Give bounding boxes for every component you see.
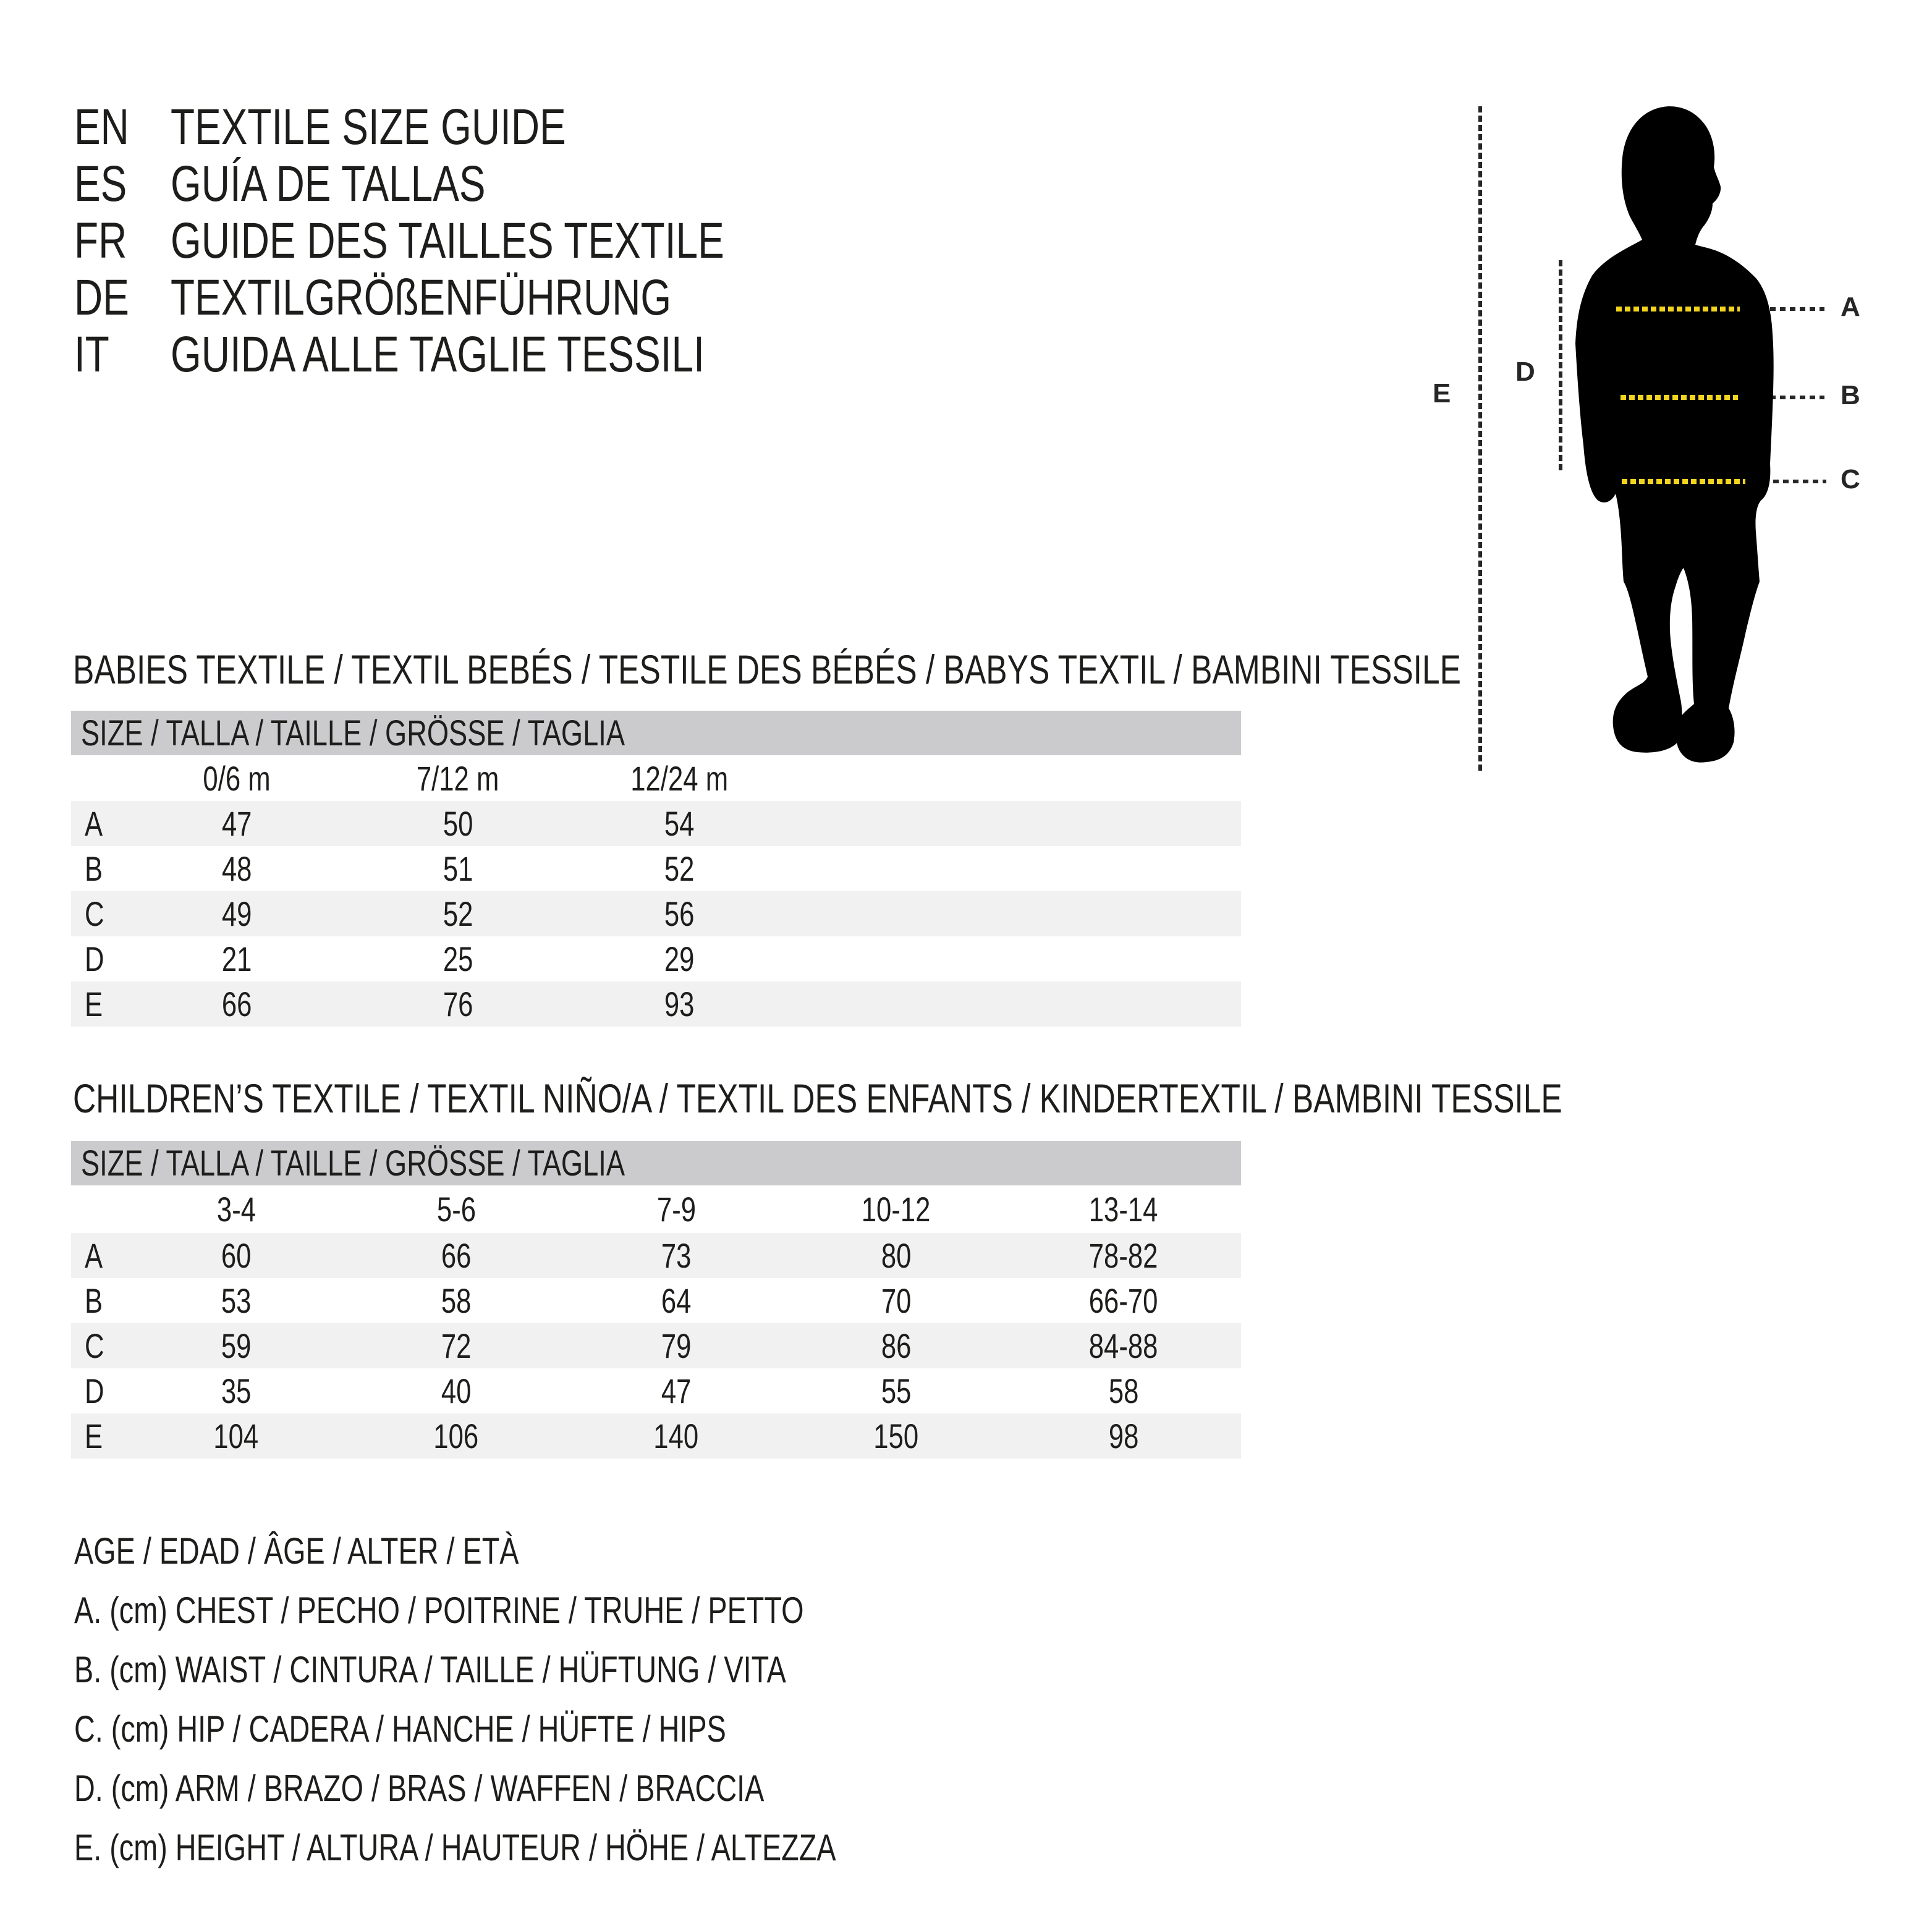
children-cell: 73: [661, 1236, 692, 1275]
babies-cell: 21: [221, 939, 252, 978]
language-title: TEXTILE SIZE GUIDE: [171, 99, 566, 155]
children-cell: 35: [221, 1371, 252, 1410]
legend-text: B. (cm) WAIST / CINTURA / TAILLE / HÜFTUNG / VITA: [74, 1649, 786, 1690]
legend-row-1: [74, 1581, 1051, 1640]
children-row-label: A: [85, 1236, 103, 1275]
babies-table-row-A: [71, 801, 1241, 846]
babies-column-header-row: [71, 755, 790, 801]
children-cell: 58: [441, 1281, 472, 1320]
children-column-header: 7-9: [656, 1190, 696, 1229]
language-code: IT: [74, 326, 109, 383]
children-cell: 84-88: [1089, 1326, 1158, 1365]
children-cell: 80: [881, 1236, 912, 1275]
legend-text: D. (cm) ARM / BRAZO / BRAS / WAFFEN / BRACCIA: [74, 1768, 765, 1809]
children-cell: 86: [881, 1326, 912, 1365]
legend-text: A. (cm) CHEST / PECHO / POITRINE / TRUHE / PETTO: [74, 1590, 804, 1631]
children-cell: 59: [221, 1326, 252, 1365]
babies-cell: 25: [443, 939, 473, 978]
babies-cell: 66: [221, 985, 252, 1023]
children-row-label: B: [85, 1281, 103, 1320]
language-title: GUÍA DE TALLAS: [171, 156, 486, 212]
babies-cell: 29: [664, 939, 695, 978]
children-cell: 106: [433, 1417, 479, 1455]
children-cell: 98: [1108, 1417, 1139, 1455]
children-cell: 72: [441, 1326, 472, 1365]
babies-table-row-B: [71, 846, 1241, 891]
language-title: GUIDA ALLE TAGLIE TESSILI: [171, 326, 705, 383]
babies-cell: 50: [443, 804, 473, 843]
legend-row-2: [74, 1640, 1051, 1700]
babies-cell: 52: [664, 849, 695, 888]
legend-text: C. (cm) HIP / CADERA / HANCHE / HÜFTE / HIPS: [74, 1708, 726, 1750]
children-cell: 64: [661, 1281, 692, 1320]
children-column-header-row: [71, 1185, 1241, 1233]
children-column-header: 3-4: [216, 1190, 256, 1229]
waist-measure-dashes-B: [1621, 395, 1738, 400]
children-size-header-bar: SIZE / TALLA / TAILLE / GRÖSSE / TAGLIA: [71, 1141, 1241, 1185]
hip-measure-dashes-C: [1622, 479, 1745, 484]
children-cell: 66: [441, 1236, 472, 1275]
measure-label-D: D: [1515, 357, 1535, 387]
children-cell: 58: [1108, 1371, 1139, 1410]
children-table-row-B: [71, 1278, 1241, 1323]
babies-cell: 52: [443, 894, 473, 933]
measure-label-B: B: [1841, 380, 1860, 410]
babies-row-label: C: [85, 894, 104, 933]
children-cell: 66-70: [1089, 1281, 1158, 1320]
language-code: ES: [74, 156, 127, 212]
babies-cell: 47: [221, 804, 252, 843]
children-cell: 55: [881, 1371, 912, 1410]
babies-cell: 76: [443, 985, 473, 1023]
measure-label-E: E: [1433, 378, 1451, 409]
children-table-row-A: [71, 1233, 1241, 1278]
children-cell: 60: [221, 1236, 252, 1275]
measure-label-C: C: [1841, 464, 1860, 494]
babies-table-row-D: [71, 936, 1241, 981]
babies-row-label: A: [85, 804, 103, 843]
language-title: GUIDE DES TAILLES TEXTILE: [171, 213, 724, 269]
language-title: TEXTILGRÖßENFÜHRUNG: [171, 269, 672, 326]
chest-measure-dashes-A: [1616, 307, 1740, 311]
language-code: DE: [74, 269, 129, 326]
children-cell: 140: [653, 1417, 699, 1455]
babies-cell: 48: [221, 849, 252, 888]
children-section-title: CHILDREN’S TEXTILE / TEXTIL NIÑO/A / TEXTIL DES ENFANTS / KINDERTEXTIL / BAMBINI TESSILE: [73, 1075, 1562, 1121]
babies-cell: 49: [221, 894, 252, 933]
children-table-row-C: [71, 1323, 1241, 1368]
babies-row-label: D: [85, 939, 104, 978]
measure-label-A: A: [1841, 292, 1860, 322]
measurement-legend: [74, 1522, 1051, 1878]
children-cell: 47: [661, 1371, 692, 1410]
children-cell: 104: [213, 1417, 259, 1455]
babies-cell: 56: [664, 894, 695, 933]
babies-table-row-C: [71, 891, 1241, 936]
children-table-row-E: [71, 1413, 1241, 1459]
babies-row-label: E: [85, 985, 103, 1023]
children-column-header: 13-14: [1089, 1190, 1158, 1229]
children-cell: 150: [873, 1417, 919, 1455]
babies-row-label: B: [85, 849, 103, 888]
babies-section-title: BABIES TEXTILE / TEXTIL BEBÉS / TESTILE DES BÉBÉS / BABYS TEXTIL / BAMBINI TESSILE: [73, 646, 1461, 692]
children-cell: 40: [441, 1371, 472, 1410]
legend-row-4: [74, 1759, 1051, 1818]
babies-table-row-E: [71, 981, 1241, 1027]
children-cell: 70: [881, 1281, 912, 1320]
babies-column-header: 0/6 m: [203, 758, 271, 798]
legend-row-0: [74, 1522, 1051, 1581]
children-column-header: 5-6: [436, 1190, 476, 1229]
children-cell: 78-82: [1089, 1236, 1158, 1275]
children-table-row-D: [71, 1368, 1241, 1413]
children-row-label: C: [85, 1326, 104, 1365]
babies-column-header: 7/12 m: [417, 758, 499, 798]
babies-cell: 51: [443, 849, 473, 888]
legend-text: AGE / EDAD / ÂGE / ALTER / ETÀ: [74, 1530, 519, 1572]
children-row-label: D: [85, 1371, 104, 1410]
legend-row-3: [74, 1700, 1051, 1759]
legend-row-5: [74, 1818, 1051, 1878]
babies-cell: 54: [664, 804, 695, 843]
language-code: FR: [74, 213, 127, 269]
children-column-header: 10-12: [862, 1190, 931, 1229]
language-code: EN: [74, 99, 129, 155]
legend-text: E. (cm) HEIGHT / ALTURA / HAUTEUR / HÖHE / ALTEZZA: [74, 1827, 836, 1868]
babies-size-header-bar: SIZE / TALLA / TAILLE / GRÖSSE / TAGLIA: [71, 711, 1241, 755]
children-cell: 53: [221, 1281, 252, 1320]
children-row-label: E: [85, 1417, 103, 1455]
children-cell: 79: [661, 1326, 692, 1365]
babies-cell: 93: [664, 985, 695, 1023]
babies-column-header: 12/24 m: [630, 758, 728, 798]
child-silhouette: [1471, 99, 1932, 785]
